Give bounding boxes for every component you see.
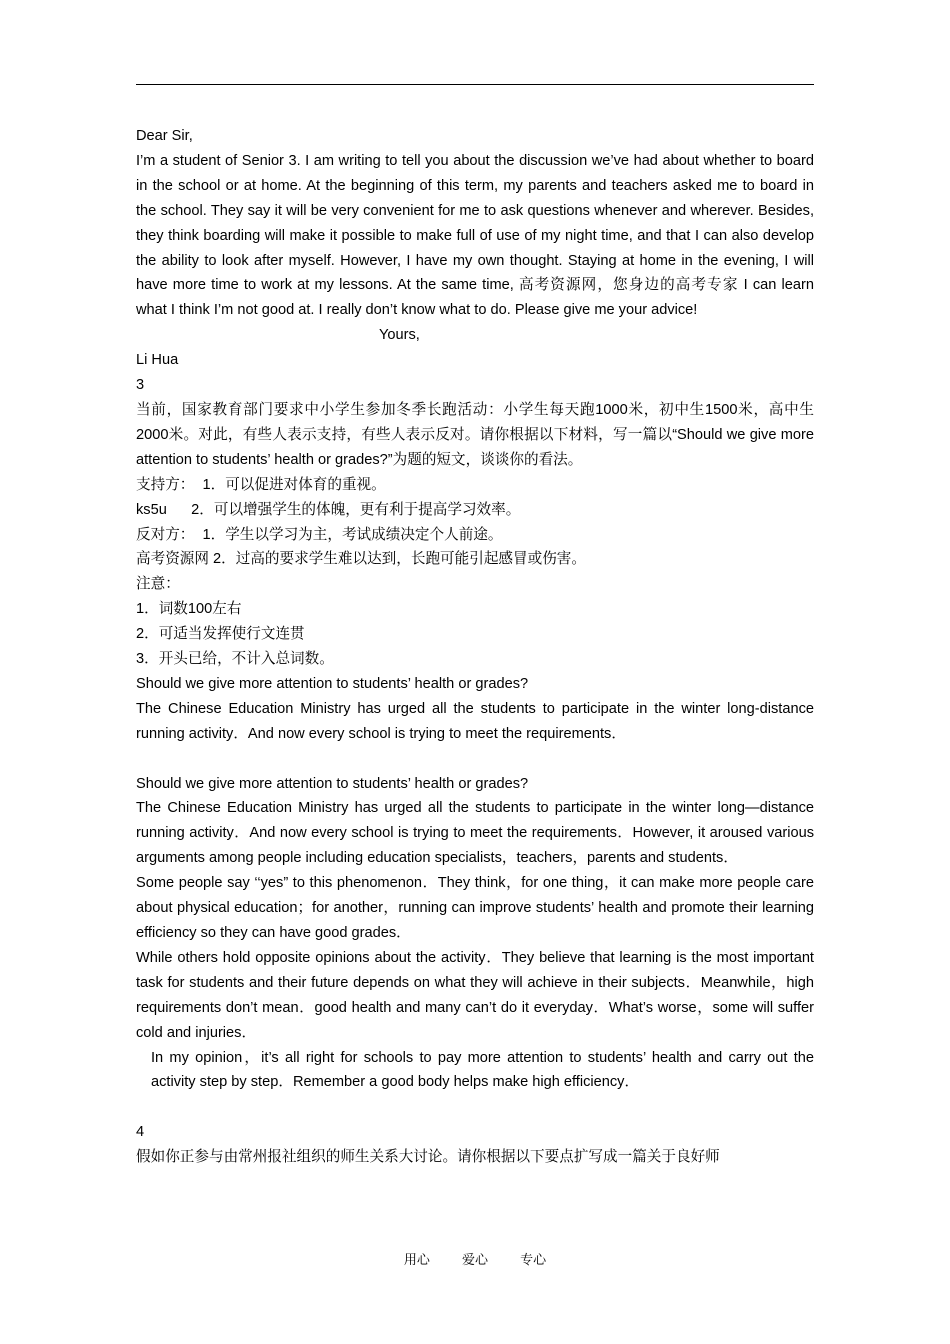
oppose-point-1: 反对方： 1．学生以学习为主，考试成绩决定个人前途。 — [136, 526, 503, 543]
letter-signature: Li Hua — [136, 352, 179, 369]
note-2: 2．可适当发挥使行文连贯 — [136, 626, 305, 643]
question-4-number: 4 — [136, 1124, 145, 1141]
letter-salutation: Dear Sir, — [136, 128, 193, 144]
notes-title: 注意： — [136, 576, 180, 593]
footer-item-1: 用心 — [403, 1253, 430, 1268]
spacer — [136, 1095, 814, 1120]
note-3: 3．开头已给，不计入总词数。 — [136, 651, 334, 668]
question-3-prompt: 当前，国家教育部门要求中小学生参加冬季长跑活动：小学生每天跑1000米，初中生1500米，高中生2000米。对此，有些人表示支持，有些人表示反对。请你根据以下材料，写一篇以“Should we give more attention to students’ health or grades?”为题的短文，谈谈你的看法。 — [136, 401, 814, 468]
given-opening: The Chinese Education Ministry has urged all the students to participate in the winter long-distance running activity．And now every school is trying to meet the requirements． — [136, 700, 814, 742]
answer-3-paragraph-1: The Chinese Education Ministry has urged all the students to participate in the winter long—distance running activity．And now every school is trying to meet the requirements．However, it aroused various arguments among people including education specialists，teachers，parents and students． — [136, 800, 814, 867]
answer-3-paragraph-4: In my opinion，it’s all right for schools to pay more attention to students’ health and carry out the activity step by step．Remember a good body helps make high efficiency． — [151, 1049, 814, 1091]
answer-3-paragraph-2: Some people say ‘‘yes” to this phenomenon．They think，for one thing，it can make more people care about physical education；for another，running can improve students’ health and promote their learning efficiency so they can have good grades． — [136, 875, 814, 941]
letter-closing: Yours, — [379, 327, 420, 344]
spacer — [136, 747, 814, 772]
answer-3-title: Should we give more attention to students’ health or grades? — [136, 775, 529, 792]
note-1: 1．词数100左右 — [136, 601, 242, 618]
oppose-point-2: 高考资源网 2．过高的要求学生难以达到，长跑可能引起感冒或伤害。 — [136, 551, 586, 568]
footer-item-2: 爱心 — [461, 1253, 488, 1268]
support-point-1: 支持方： 1．可以促进对体育的重视。 — [136, 476, 386, 493]
support-point-2: ks5u 2．可以增强学生的体魄，更有利于提高学习效率。 — [136, 501, 521, 518]
footer-item-3: 专心 — [520, 1253, 547, 1268]
document-body — [136, 124, 814, 1170]
page-footer — [0, 1249, 950, 1268]
given-title: Should we give more attention to students’ health or grades? — [136, 675, 529, 692]
answer-3-paragraph-3: While others hold opposite opinions about the activity．They believe that learning is the most important task for students and their future depends on what they will achieve in their subjects．Meanwhile，high requirements don’t mean．good health and many can’t do it everyday．What’s worse，some will suffer cold and injuries． — [136, 949, 814, 1041]
header-rule — [136, 84, 814, 85]
letter-body: I’m a student of Senior 3. I am writing to tell you about the discussion we’ve had about whether to board in the school or at home. At the beginning of this term, my parents and teachers asked me to board in the school. They say it will be very convenient for me to ask questions whenever and wherever. Besides, they think boarding will make it possible to make full of use of my night time, and that I can also develop the ability to look after myself. However, I have my own thought. Staying at home in the evening, I will have more time to work at my lessons. At the same time, 高考资源网，您身边的高考专家 I can learn what I think I’m not good at. I really don’t know what to do. Please give me your advice! — [136, 152, 814, 319]
question-4-prompt: 假如你正参与由常州报社组织的师生关系大讨论。请你根据以下要点扩写成一篇关于良好师 — [136, 1149, 720, 1166]
question-3-number: 3 — [136, 377, 145, 394]
